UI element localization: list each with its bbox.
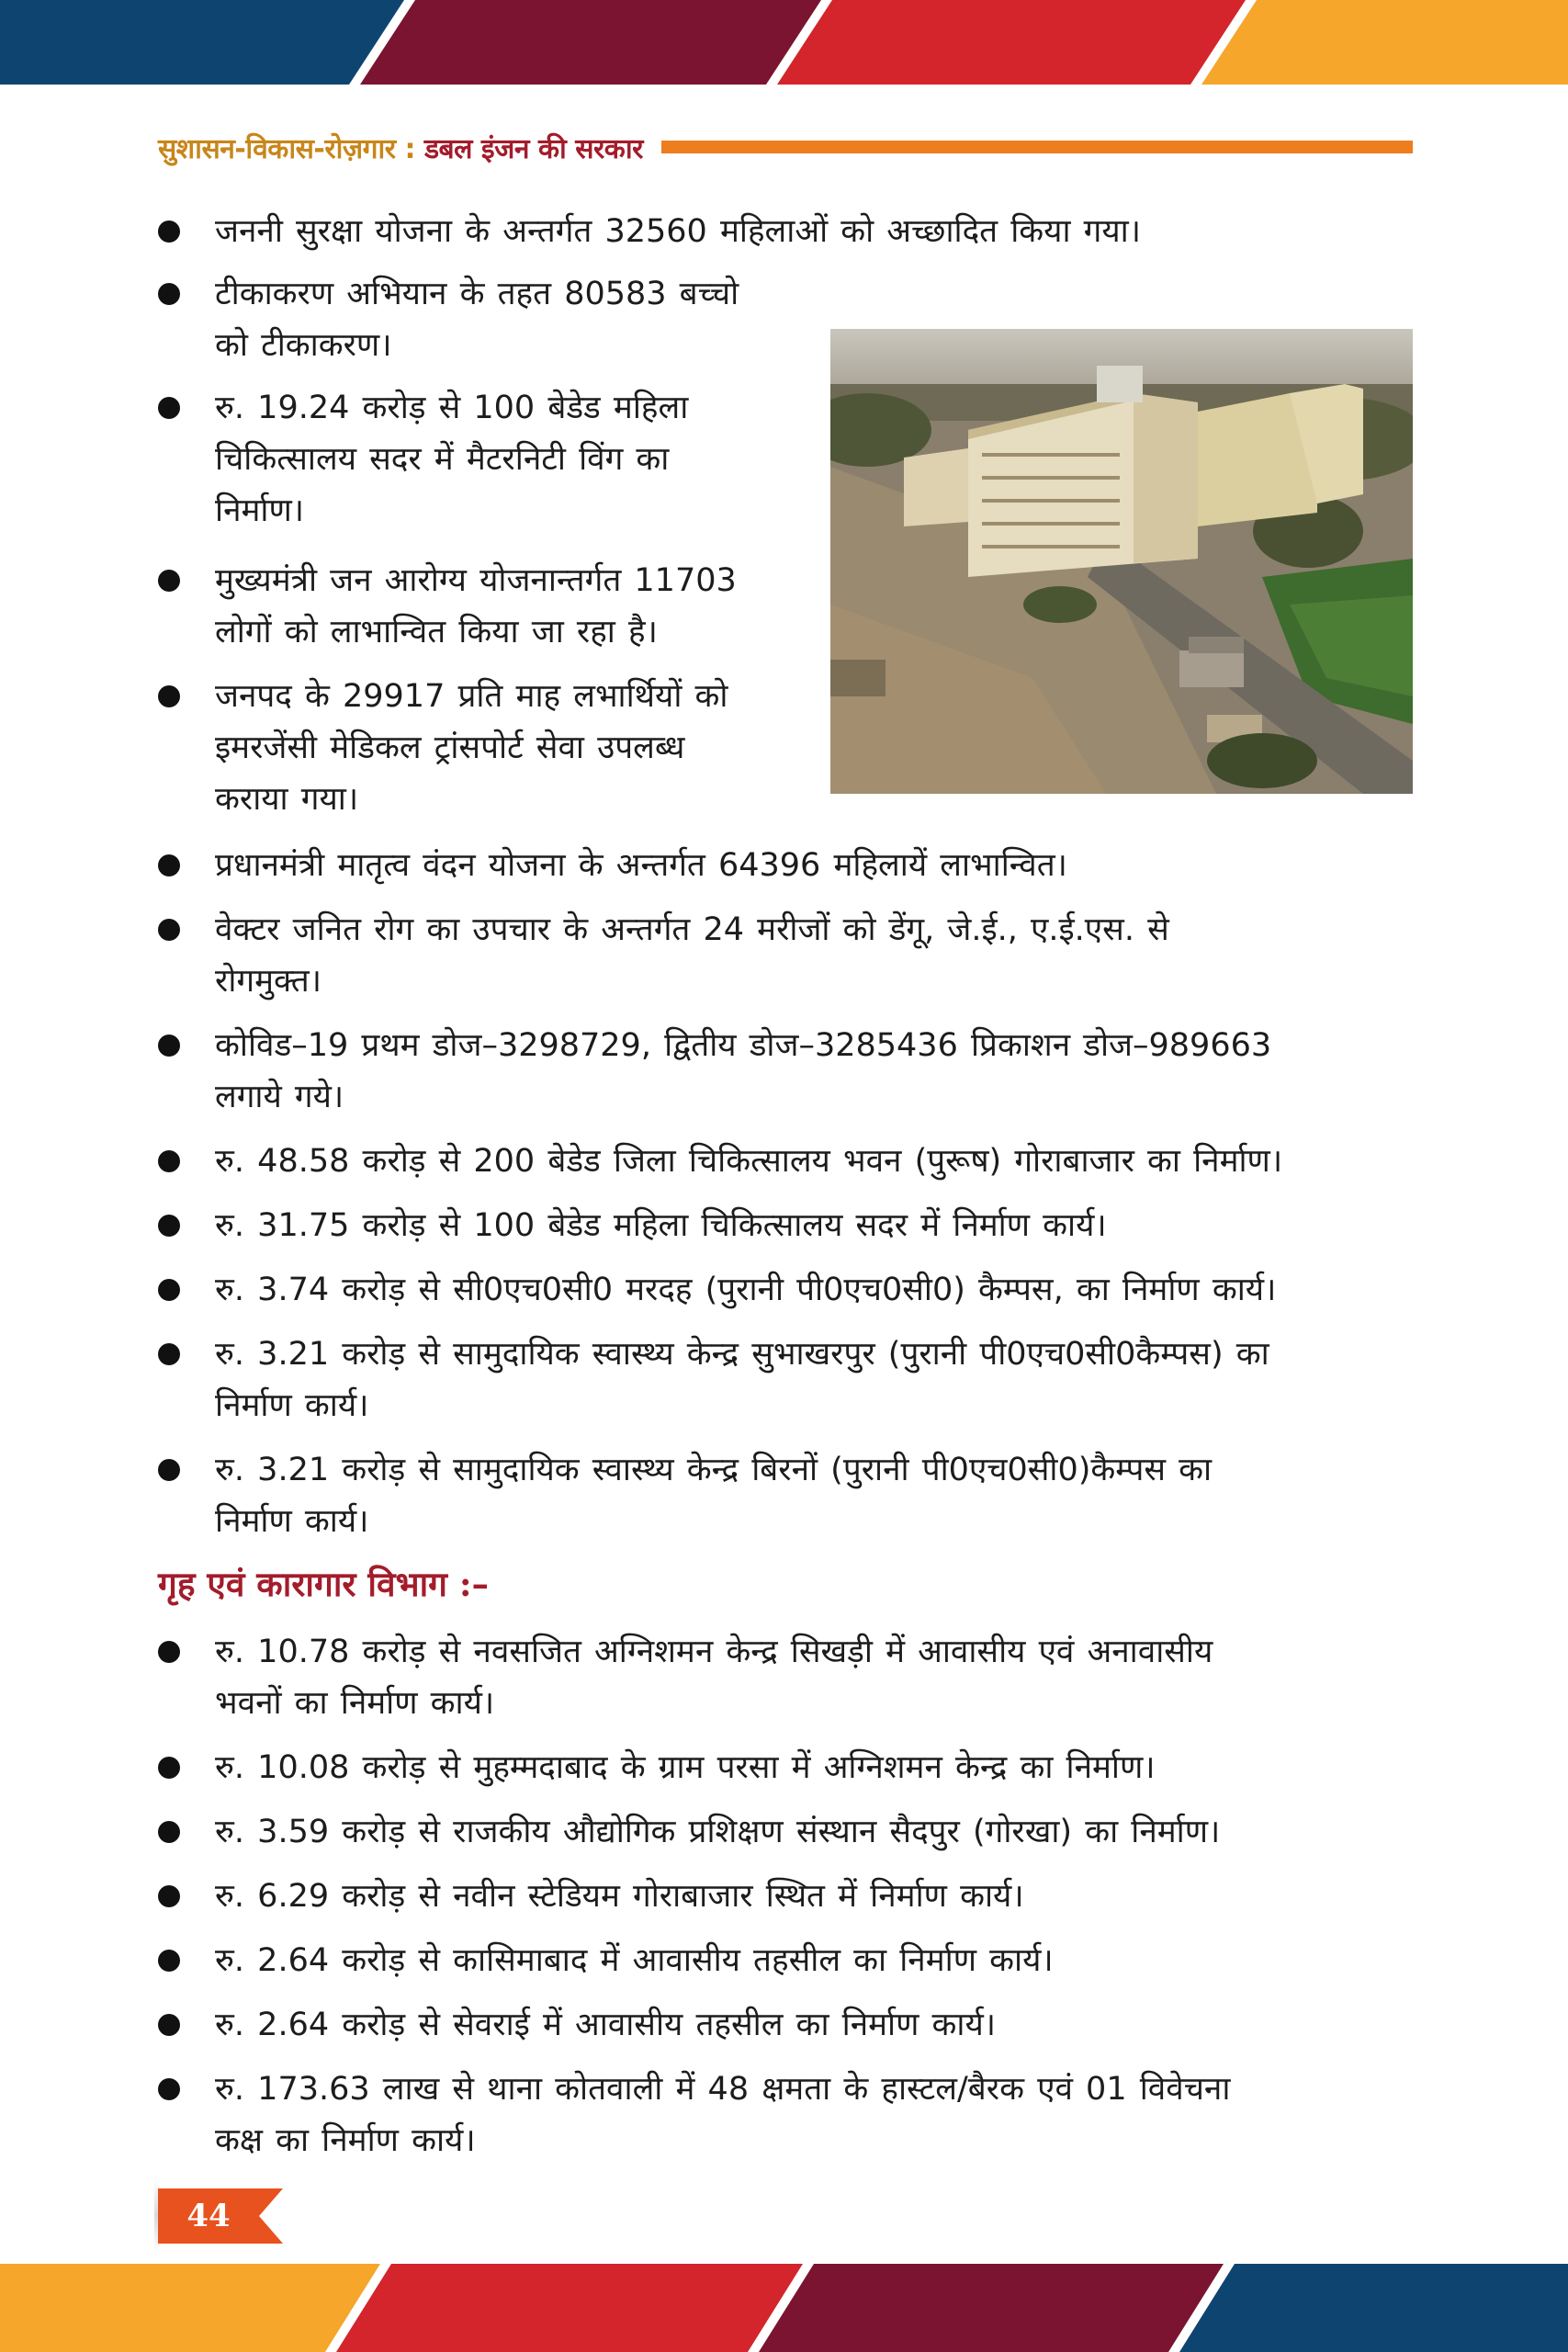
item-line: को टीकाकरण। xyxy=(215,327,392,364)
item-line: जननी सुरक्षा योजना के अन्तर्गत 32560 महिलाओं को अच्छादित किया गया। xyxy=(215,213,1142,250)
item-line: रु. 3.21 करोड़ से सामुदायिक स्वास्थ्य केन्द्र बिरनों (पुरानी पी0एच0सी0)कैम्पस का xyxy=(215,1452,1213,1488)
bullet-icon xyxy=(158,220,180,243)
list-item-text xyxy=(215,206,1141,257)
bullet-icon xyxy=(158,854,180,876)
item-line: रु. 19.24 करोड़ से 100 बेडेड महिला xyxy=(215,390,689,426)
item-line: रोगमुक्त। xyxy=(215,963,321,1000)
item-line: रु. 3.59 करोड़ से राजकीय औद्योगिक प्रशिक्षण संस्थान सैदपुर (गोरखा) का निर्माण। xyxy=(215,1814,1221,1850)
header-title xyxy=(158,129,643,166)
list-item-text xyxy=(215,1020,1271,1123)
item-line: लगाये गये। xyxy=(215,1079,344,1115)
bullet-icon xyxy=(158,1459,180,1481)
item-line: निर्माण। xyxy=(215,492,305,529)
list-item-text xyxy=(215,1329,1269,1431)
item-line: चिकित्सालय सदर में मैटरनिटी विंग का xyxy=(215,441,670,478)
bullet-icon xyxy=(158,1821,180,1843)
item-line: रु. 3.21 करोड़ से सामुदायिक स्वास्थ्य केन्द्र सुभाखरपुर (पुरानी पी0एच0सी0कैम्पस) का xyxy=(215,1336,1269,1373)
header-title-part1: सुशासन-विकास-रोज़गार : xyxy=(158,132,424,165)
item-line: इमरजेंसी मेडिकल ट्रांसपोर्ट सेवा उपलब्ध xyxy=(215,729,685,766)
bullet-icon xyxy=(158,1035,180,1057)
bullet-icon xyxy=(158,1885,180,1907)
item-line: रु. 2.64 करोड़ से सेवराई में आवासीय तहसील का निर्माण कार्य। xyxy=(215,2007,997,2043)
item-line: वेक्टर जनित रोग का उपचार के अन्तर्गत 24 मरीजों को डेंगू, जे.ई., ए.ई.एस. से xyxy=(215,911,1169,948)
item-line: रु. 10.08 करोड़ से मुहम्मदाबाद के ग्राम परसा में अग्निशमन केन्द्र का निर्माण। xyxy=(215,1749,1156,1786)
item-line: निर्माण कार्य। xyxy=(215,1387,369,1424)
bullet-icon xyxy=(158,570,180,592)
list-item-text xyxy=(215,382,688,537)
item-line: रु. 10.78 करोड़ से नवसजित अग्निशमन केन्द्र सिखड़ी में आवासीय एवं अनावासीय xyxy=(215,1634,1213,1670)
item-line: मुख्यमंत्री जन आरोग्य योजनान्तर्गत 11703 xyxy=(215,562,737,599)
header-rule xyxy=(661,141,1413,153)
bullet-icon xyxy=(158,1950,180,1972)
list-item-text xyxy=(215,1136,1282,1187)
list-item-text xyxy=(215,268,739,371)
list-item-text xyxy=(215,671,728,825)
hospital-aerial-photo xyxy=(830,329,1413,794)
item-line: रु. 6.29 करोड़ से नवीन स्टेडियम गोराबाजार स्थित में निर्माण कार्य। xyxy=(215,1878,1024,1915)
item-line: रु. 2.64 करोड़ से कासिमाबाद में आवासीय तहसील का निर्माण कार्य। xyxy=(215,1942,1054,1979)
bullet-icon xyxy=(158,1150,180,1172)
item-line: जनपद के 29917 प्रति माह लभार्थियों को xyxy=(215,678,728,715)
list-item-text xyxy=(215,1871,1024,1922)
bullet-icon xyxy=(158,1343,180,1365)
list-item-text xyxy=(215,1444,1212,1547)
page-number: 44 xyxy=(186,2198,231,2234)
item-line: रु. 31.75 करोड़ से 100 बेडेड महिला चिकित्सालय सदर में निर्माण कार्य। xyxy=(215,1207,1107,1244)
running-header xyxy=(158,125,1413,169)
bullet-icon xyxy=(158,919,180,941)
item-line: भवनों का निर्माण कार्य। xyxy=(215,1685,495,1722)
bullet-icon xyxy=(158,685,180,707)
list-item-text xyxy=(215,1935,1054,1986)
item-line: कोविड–19 प्रथम डोज–3298729, द्वितीय डोज–3285436 प्रिकाशन डोज–989663 xyxy=(215,1027,1272,1064)
page-number-tab xyxy=(158,2188,283,2244)
list-item-text xyxy=(215,1742,1156,1793)
list-item-text xyxy=(215,555,737,658)
bullet-icon xyxy=(158,1215,180,1237)
list-item-text xyxy=(215,1999,996,2051)
item-line: टीकाकरण अभियान के तहत 80583 बच्चो xyxy=(215,276,739,312)
list-item-text xyxy=(215,1806,1220,1858)
section-heading-home-jail: गृह एवं कारागार विभाग :– xyxy=(158,1564,490,1604)
item-line: रु. 3.74 करोड़ से सी0एच0सी0 मरदह (पुरानी पी0एच0सी0) कैम्पस, का निर्माण कार्य। xyxy=(215,1272,1277,1308)
top-color-band xyxy=(0,0,1568,85)
item-line: लोगों को लाभान्वित किया जा रहा है। xyxy=(215,614,658,650)
item-line: कक्ष का निर्माण कार्य। xyxy=(215,2122,476,2159)
header-title-part2: डबल इंजन की सरकार xyxy=(423,132,643,165)
hospital-building-image xyxy=(830,329,1413,794)
list-item-text xyxy=(215,1264,1276,1316)
bullet-icon xyxy=(158,283,180,305)
bullet-icon xyxy=(158,1641,180,1663)
bullet-icon xyxy=(158,397,180,419)
list-item-text xyxy=(215,2064,1230,2166)
bullet-icon xyxy=(158,2014,180,2036)
list-item-text xyxy=(215,904,1169,1007)
item-line: प्रधानमंत्री मातृत्व वंदन योजना के अन्तर्गत 64396 महिलायें लाभान्वित। xyxy=(215,847,1067,884)
bullet-icon xyxy=(158,2078,180,2100)
item-line: रु. 48.58 करोड़ से 200 बेडेड जिला चिकित्सालय भवन (पुरूष) गोराबाजार का निर्माण। xyxy=(215,1143,1283,1180)
list-item-text xyxy=(215,1200,1107,1251)
item-line: कराया गया। xyxy=(215,781,359,818)
item-line: निर्माण कार्य। xyxy=(215,1503,369,1540)
list-item-text xyxy=(215,1626,1213,1729)
bullet-icon xyxy=(158,1279,180,1301)
bullet-icon xyxy=(158,1757,180,1779)
item-line: रु. 173.63 लाख से थाना कोतवाली में 48 क्षमता के हास्टल/बैरक एवं 01 विवेचना xyxy=(215,2071,1231,2108)
bottom-color-band xyxy=(0,2264,1568,2352)
list-item-text xyxy=(215,840,1067,891)
